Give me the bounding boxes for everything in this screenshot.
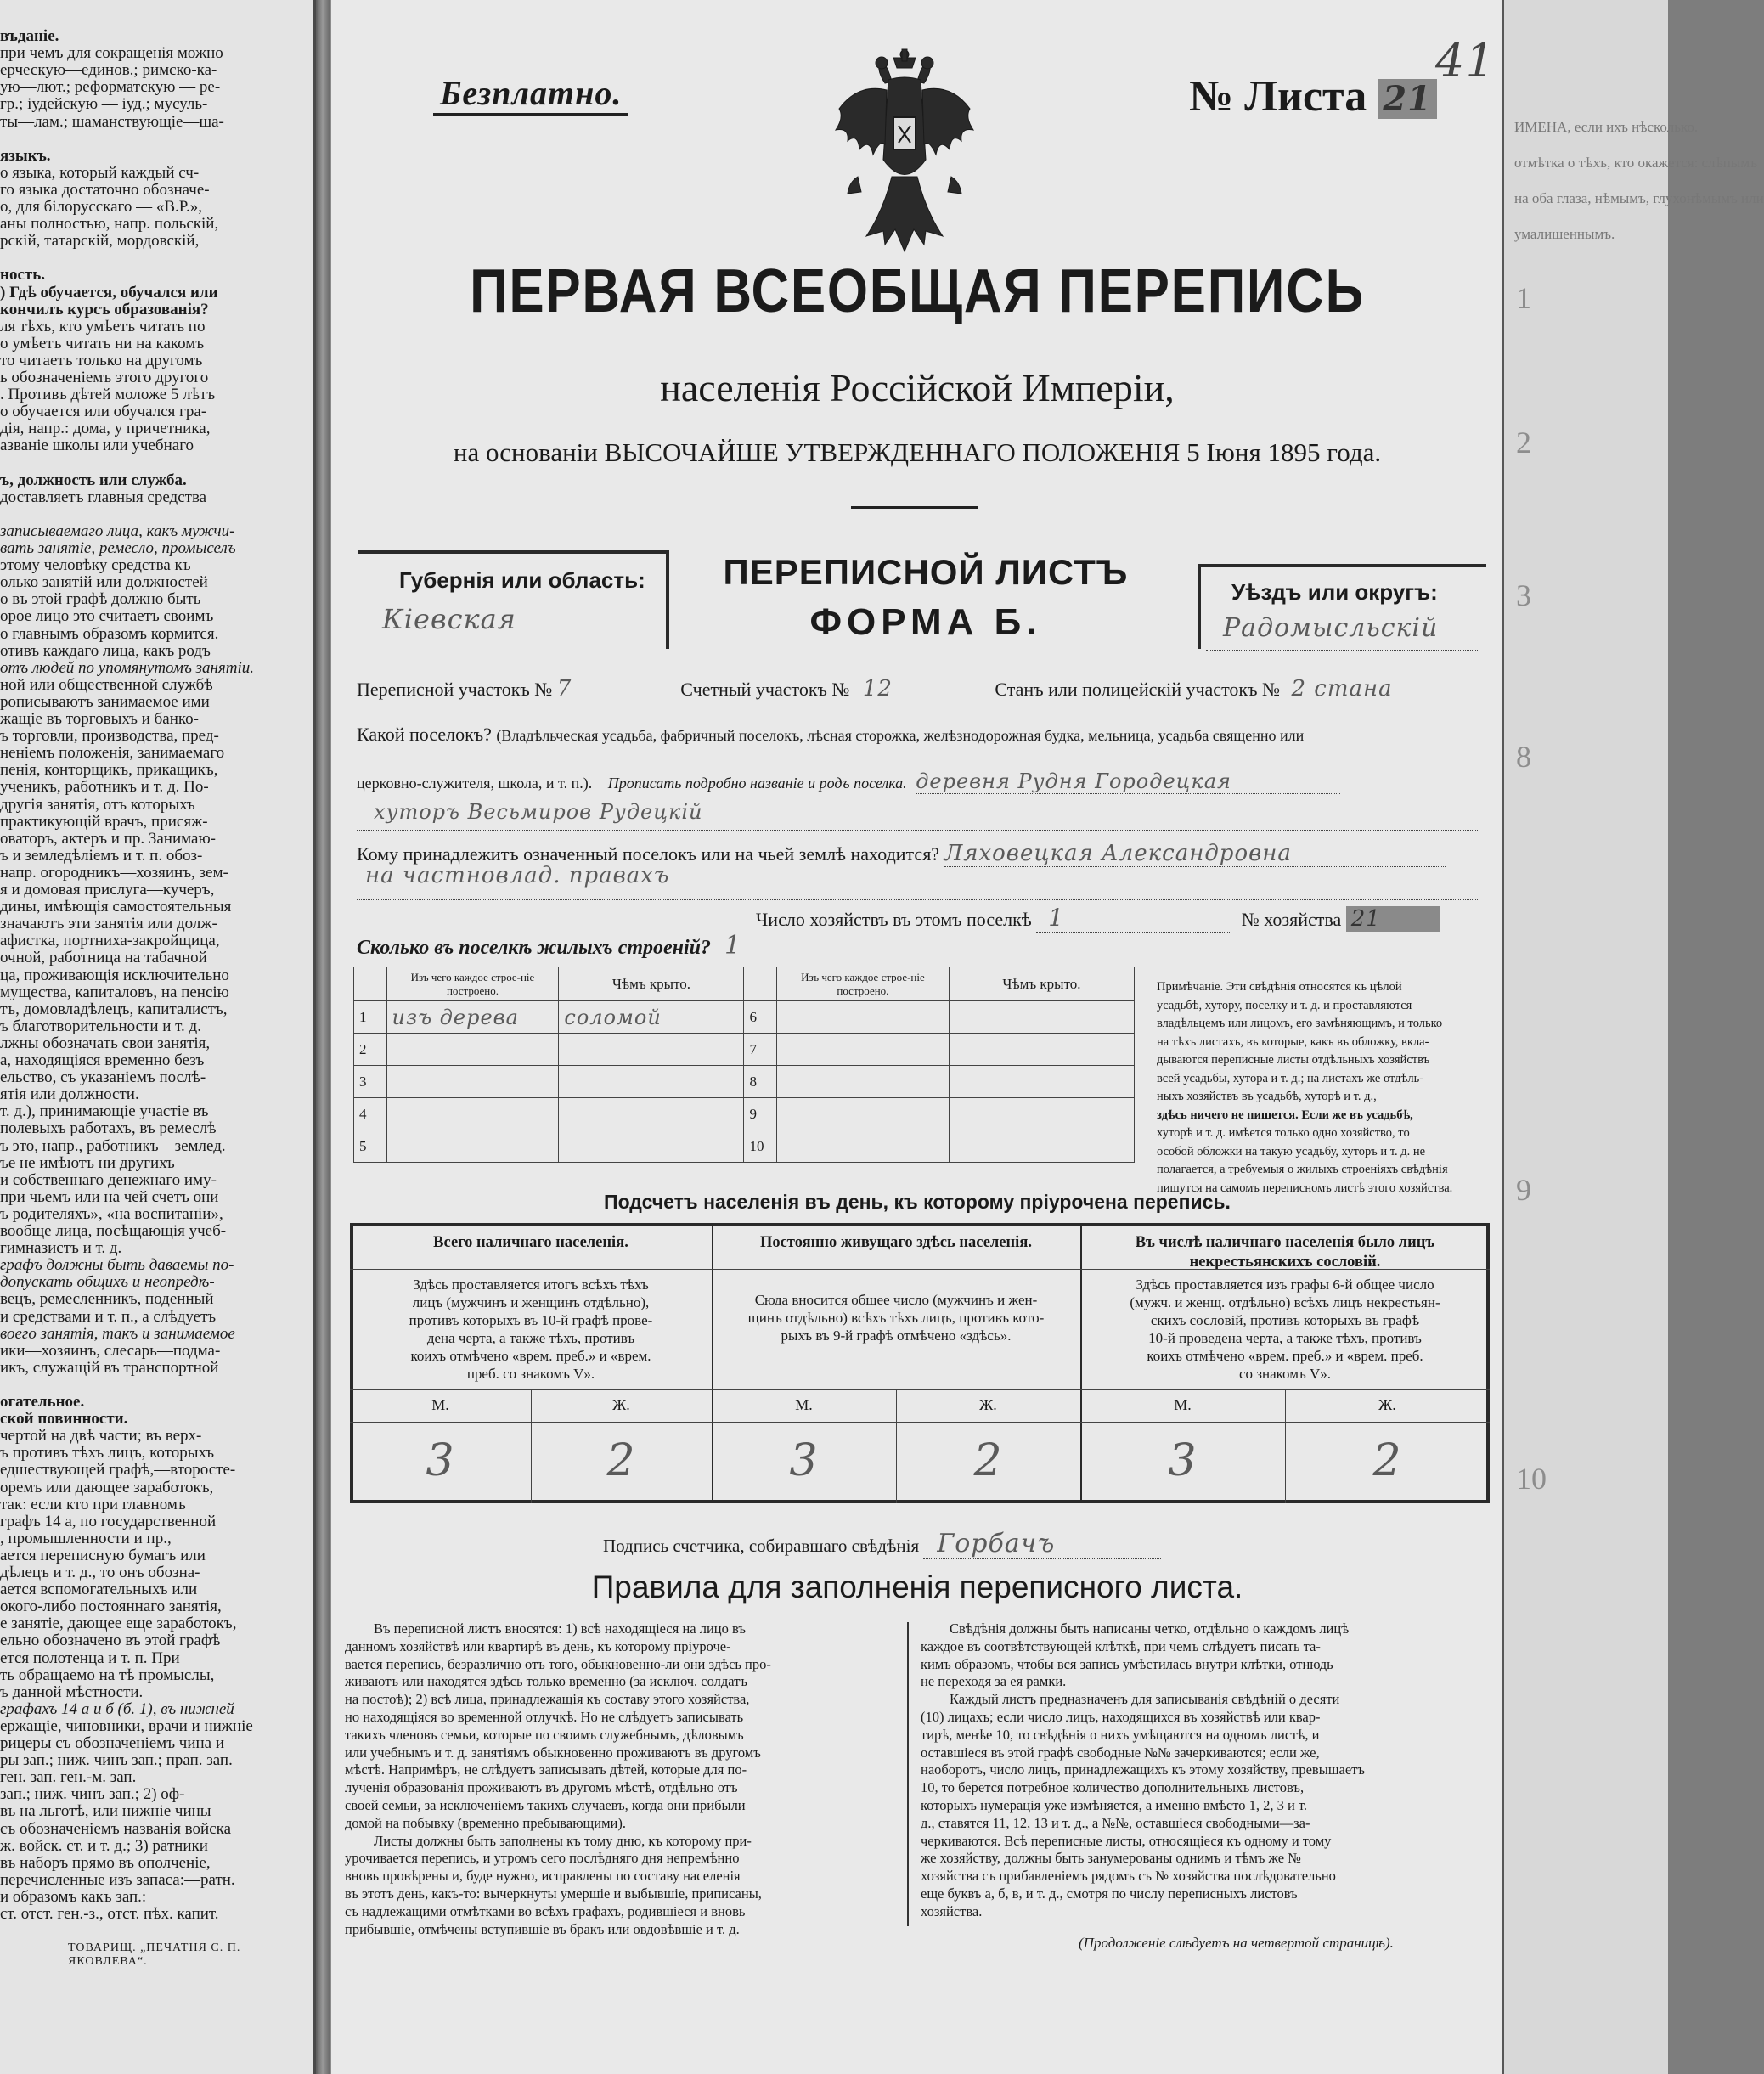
left-page-line: полевыхъ работахъ, въ ремеслѣ (0, 1119, 217, 1138)
building-number: 8 (744, 1066, 777, 1098)
count-desc-line: щинъ отдѣльно) всѣхъ тѣхъ лицъ, противъ кото- (747, 1310, 1045, 1326)
left-page-line: ую—лют.; реформатскую — ре- (0, 78, 221, 97)
building-roof: соломой (559, 1001, 744, 1034)
left-page-line: чертой на двѣ части; въ верх- (0, 1427, 202, 1446)
female-label: Ж. (1378, 1396, 1396, 1413)
note-line: дываются переписные листы отдѣльныхъ хозяйствъ (1157, 1053, 1430, 1067)
rules-line: черкиваются. Всѣ переписные листы, относящіеся къ одному и тому (921, 1832, 1332, 1849)
owner-label: Кому принадлежитъ означенный поселокъ или на чьей землѣ находится? (357, 843, 940, 865)
census-subtitle: населенія Россійской Имперіи, (660, 366, 1175, 409)
left-page-line: ской повинности. (0, 1410, 128, 1429)
left-page-line: ъ торговли, производства, пред- (0, 727, 219, 746)
left-page-line: графъ 14 а, по государственной (0, 1512, 217, 1530)
rules-line: хозяйства. (921, 1902, 983, 1919)
count-section-title: Подсчетъ населенія въ день, къ которому пріурочена перепись. (604, 1191, 1231, 1213)
poselok-value: деревня Рудня Городецкая (916, 769, 1340, 794)
count-col-head-line (350, 1269, 712, 1270)
poselok-hint-2: церковно-служителя, школа, и т. п.). (357, 775, 593, 792)
rules-line: живаютъ или находятся здѣсь только временно (за исключ. солдатъ (345, 1673, 747, 1690)
left-page-line: ельство, съ указаніемъ послѣ- (0, 1068, 206, 1087)
poselok-hint: (Владѣльческая усадьба, фабричный поселокъ, лѣсная сторожка, желѣзнодорожная будка, мельница, усадьба священно или (496, 727, 1305, 744)
left-page-line: графъ должны быть даваемы по- (0, 1256, 234, 1275)
perepisnoy-uchastok-value: 7 (557, 676, 676, 702)
left-page-line: ной или общественной службѣ (0, 675, 213, 694)
owner-value-2: на частновлад. правахъ (357, 863, 1478, 900)
rules-line: наоборотъ, число лицъ, принадлежащихъ къ этому хозяйству, превышаетъ (921, 1761, 1365, 1778)
right-page-line: отмѣтка о тѣхъ, кто окажется: слѣпымъ (1514, 155, 1757, 171)
buildings-row (357, 931, 775, 961)
left-page-line: зап.; ниж. чинъ зап.; 2) оф- (0, 1785, 185, 1804)
buildings-table-header (354, 967, 1135, 1001)
count-desc-line: лицъ (мужчинъ и женщинъ отдѣльно), (412, 1294, 650, 1310)
left-page-line: т. д.), принимающіе участіе въ (0, 1102, 209, 1121)
built-col-header: Изъ чего каждое строе-ніе построено. (386, 967, 559, 1001)
left-page-line: аны полностью, напр. польскій, (0, 215, 219, 234)
left-page-line: перечисленные изъ запаса:—ратн. (0, 1870, 235, 1889)
households-row (756, 904, 1440, 933)
left-page-line: ученикъ, работникъ и т. д. По- (0, 778, 209, 797)
left-page-line: допускать общихъ и неопредѣ- (0, 1273, 215, 1292)
note-line: здѣсь ничего не пишется. Если же въ усадьбѣ, (1157, 1107, 1413, 1122)
rules-line: въ этотъ день, какъ-то: вычеркнуты умершіе и выбывшіе, приписаны, (345, 1885, 762, 1902)
uchastok-row (357, 676, 1412, 702)
left-page-line: о умѣетъ читать ни на какомъ (0, 334, 205, 352)
signature-row (603, 1529, 1161, 1559)
rules-line: своей семьи, за исключеніемъ такихъ случаевъ, когда они прибыли (345, 1796, 746, 1813)
guberniya-label: Губернія или область: (399, 567, 645, 593)
buildings-table-row (354, 1001, 1135, 1034)
building-material (386, 1066, 559, 1098)
left-page-line: напр. огородникъ—хозяинъ, зем- (0, 863, 228, 882)
left-page-line: орое лицо это считаетъ своимъ (0, 607, 214, 626)
count-desc-line: скихъ сословій, противъ которыхъ въ графѣ (1150, 1312, 1420, 1328)
uezd-value: Радомысльскій (1206, 613, 1478, 651)
poselok-value-2: хуторъ Весьмиров Рудецкій (357, 800, 1478, 831)
sheet-number (1189, 71, 1437, 121)
left-page-line: го языка достаточно обозначе- (0, 180, 210, 199)
left-page-line: о въ этой графѣ должно быть (0, 590, 201, 609)
buildings-table-row (354, 1066, 1135, 1098)
left-page-line: е занятіе, дающее еще заработокъ, (0, 1615, 237, 1633)
rules-line: или учебнымъ и т. д. занятіямъ обыкновенно проживаютъ въ другомъ (345, 1744, 761, 1761)
left-page-line: ть обращаемо на тѣ промыслы, (0, 1665, 215, 1684)
building-number: 2 (354, 1034, 387, 1066)
count-col-desc (1087, 1276, 1483, 1383)
note-line: пишутся на самомъ переписномъ листѣ этого хозяйства. (1157, 1181, 1453, 1195)
rules-line: на постоѣ); 2) всѣ лица, принадлежащія къ составу этого хозяйства, (345, 1691, 750, 1708)
rules-line: еще буквъ а, б, в, и т. д., смотря по числу переписныхъ листовъ (921, 1885, 1298, 1902)
left-page-line: отивъ каждаго лица, какъ родъ (0, 641, 211, 660)
left-page-line: ается вспомогательныхъ или (0, 1581, 198, 1599)
household-no-label: № хозяйства (1241, 909, 1342, 930)
left-page-line: и образомъ какъ зап.: (0, 1887, 147, 1906)
note-line: Примѣчаніе. Эти свѣдѣнія относятся къ цѣлой (1157, 980, 1402, 994)
left-page-line: съ обозначеніемъ названія войска (0, 1819, 232, 1838)
left-page-line: азваніе школы или учебнаго (0, 437, 194, 455)
note-line: полагается, а требуемыя о жилыхъ строеніяхъ свѣдѣнія (1157, 1163, 1448, 1176)
count-desc-line: преб. со знакомъ V». (466, 1366, 595, 1382)
left-page-line: очной, работница на табачной (0, 949, 207, 967)
rules-line: съ надлежащими отмѣтками во всѣхъ графахъ, родившіеся и вновь (345, 1902, 746, 1919)
left-page-line: кончилъ курсъ образованія? (0, 300, 209, 318)
rules-line: домой на побывку (временно пребывающими). (345, 1814, 626, 1831)
female-label: Ж. (979, 1396, 997, 1413)
count-col-head: Въ числѣ наличнаго населенія было лицъ некрестьянскихъ сословій. (1135, 1234, 1435, 1271)
left-page-line: доставляетъ главныя средства (0, 488, 207, 506)
left-page-line: и собственнаго денежнаго иму- (0, 1170, 217, 1189)
note-line: особой обложки на такую усадьбу, хуторъ и т. д. не (1157, 1144, 1426, 1158)
poselok-label: Какой поселокъ? (357, 724, 492, 745)
left-page-line: ъ и земледѣліемъ и т. п. обоз- (0, 846, 203, 865)
right-page-line: на оба глаза, нѣмымъ, глухонѣмымъ или (1514, 190, 1764, 206)
count-desc-line: Здѣсь проставляется изъ графы 6-й общее число (1136, 1277, 1434, 1293)
census-sheet (330, 0, 1502, 2074)
right-page-number: 8 (1516, 740, 1531, 774)
female-label: Ж. (612, 1396, 630, 1413)
left-page-line: лжны обозначать свои занятія, (0, 1034, 211, 1052)
building-number: 6 (744, 1001, 777, 1034)
left-page-line: вообще лица, посѣщающія учеб- (0, 1222, 227, 1240)
left-page-line: пенія, конторщикъ, прикащикъ, (0, 761, 218, 780)
left-page-line: так: если кто при главномъ (0, 1495, 186, 1513)
left-page-line: въданіе. (0, 27, 59, 45)
left-page-line: едшествующей графѣ,—второсте- (0, 1461, 236, 1479)
rules-line: но находящіяся во временной отлучкѣ. Но не слѣдуетъ записывать (345, 1708, 744, 1725)
buildings-table (353, 967, 1135, 1163)
count-col-head: Постоянно живущаго здѣсь населенія. (760, 1234, 1032, 1251)
buildings-table-row (354, 1098, 1135, 1130)
rules-line: каждое въ соотвѣтствующей клѣткѣ, при чемъ слѣдуетъ писать та- (921, 1637, 1321, 1654)
building-material (777, 1034, 950, 1066)
count-col-desc (357, 1276, 705, 1383)
rules-line: же хозяйству, должны быть занумерованы однимъ и тѣмъ же № (921, 1850, 1301, 1867)
building-number: 7 (744, 1034, 777, 1066)
left-page-line: ца, проживающія исключительно (0, 966, 229, 984)
note-line: хуторѣ и т. д. имѣется только одно хозяйство, то (1157, 1126, 1410, 1140)
rules-divider (907, 1622, 909, 1926)
count-desc-line: рыхъ въ 9-й графѣ отмѣчено «здѣсь». (781, 1327, 1012, 1344)
left-page-line: при чемъ для сокращенія можно (0, 44, 223, 63)
building-number: 3 (354, 1066, 387, 1098)
left-neighbour-page (0, 0, 316, 2074)
building-number: 1 (354, 1001, 387, 1034)
left-page-line: гимназистъ и т. д. (0, 1239, 122, 1258)
building-roof (559, 1034, 744, 1066)
left-page-line: о языка, который каждый сч- (0, 163, 200, 182)
rules-title: Правила для заполненія переписного листа. (591, 1570, 1243, 1604)
left-page-line: ятія или должности. (0, 1085, 139, 1104)
count-desc-line: (мужч. и женщ. отдѣльно) всѣхъ лицъ некрестьян- (1130, 1294, 1440, 1310)
building-number: 10 (744, 1130, 777, 1163)
left-page-line: гр.; іудейскую — іуд.; мусуль- (0, 95, 208, 114)
rules-line: 10, то берется потребное количество дополнительныхъ листовъ, (921, 1779, 1305, 1796)
rules-line: тирѣ, менѣе 10, то свѣдѣнія о нихъ умѣщаются на одномъ листѣ, и (921, 1726, 1320, 1743)
building-number: 9 (744, 1098, 777, 1130)
building-roof (559, 1066, 744, 1098)
sheet-number-label: № Листа (1189, 72, 1367, 121)
count-desc-line: Сюда вносится общее число (мужчинъ и жен- (754, 1292, 1038, 1308)
printer-imprint: ТОВАРИЩ. „ПЕЧАТНЯ С. П. ЯКОВЛЕВА“. (68, 1942, 241, 1968)
left-page-line: въ на льготѣ, или нижніе чины (0, 1802, 211, 1821)
census-title: ПЕРВАЯ ВСЕОБЩАЯ ПЕРЕПИСЬ (470, 257, 1365, 325)
left-page-line: ры зап.; ниж. чинъ зап.; прап. зап. (0, 1751, 233, 1770)
count-desc-line: 10-й проведена черта, а также тѣхъ, противъ (1148, 1330, 1422, 1346)
building-material (386, 1098, 559, 1130)
left-page-line: вецъ, ремесленникъ, поденный (0, 1290, 214, 1309)
note-line: всей усадьбы, хутора и т. д.; на листахъ же отдѣль- (1157, 1071, 1424, 1085)
left-page-line: ъ благотворительности и т. д. (0, 1017, 201, 1035)
left-page-line: окого-либо постояннаго занятія, (0, 1598, 222, 1616)
right-page-number: 2 (1516, 426, 1531, 459)
signature-value: Горбачъ (923, 1529, 1161, 1559)
buildings-table-row (354, 1130, 1135, 1163)
perepisnoy-uchastok-label: Переписной участокъ № (357, 679, 553, 700)
count-desc-line: коихъ отмѣчено «врем. преб.» и «врем. (410, 1348, 651, 1364)
left-page-line: отъ людей по упомянутомъ занятіи. (0, 658, 254, 677)
guberniya-value: Кіевская (365, 603, 654, 640)
left-page-line: жащіе въ торговыхъ и банко- (0, 710, 199, 728)
households-label: Число хозяйствъ въ этомъ поселкѣ (756, 909, 1032, 930)
free-label: Безплатно. (433, 73, 628, 116)
left-page-line: ст. отст. ген.-з., отст. пѣх. капит. (0, 1905, 219, 1923)
building-roof (949, 1034, 1134, 1066)
rules-left-column (345, 1620, 905, 1938)
buildings-table-row (354, 1034, 1135, 1066)
buildings-note (1157, 978, 1488, 1198)
left-page-line: практикующій врачъ, присяж- (0, 812, 208, 831)
rules-line: оставшіеся въ этой графѣ свободные №№ зачеркиваются; если же, (921, 1744, 1320, 1761)
female-count: 2 (1372, 1435, 1402, 1486)
female-count: 2 (606, 1435, 636, 1486)
left-page-line: ) Гдѣ обучается, обучался или (0, 283, 218, 302)
rules-line: вновь провѣрены и, буде нужно, исправлены по составу населенія (345, 1868, 741, 1885)
schetny-uchastok-value: 12 (854, 676, 990, 702)
left-page-line: языкъ. (0, 146, 51, 165)
left-page-line: ность. (0, 266, 46, 285)
building-material (386, 1034, 559, 1066)
roof-col-header-2: Чѣмъ крыто. (949, 967, 1134, 1001)
left-page-line: ъ противъ тѣхъ лицъ, которыхъ (0, 1444, 215, 1463)
right-neighbour-page (1502, 0, 1764, 2074)
count-col-head-line (1080, 1269, 1490, 1270)
form-title: ПЕРЕПИСНОЙ ЛИСТЪ (723, 552, 1129, 592)
left-page-line: , промышленности и пр., (0, 1529, 172, 1547)
left-page-line: записываемаго лица, какъ мужчи- (0, 521, 235, 540)
rules-line: Листы должны быть заполнены къ тому дню, къ которому при- (374, 1832, 752, 1849)
roof-col-header: Чѣмъ крыто. (559, 967, 744, 1001)
count-desc-line: коихъ отмѣчено «врем. преб.» и «врем. преб. (1147, 1348, 1423, 1364)
left-page-line: ты—лам.; шаманствующіе—ша- (0, 112, 224, 131)
sheet-number-value: 21 (1378, 79, 1437, 119)
building-material (777, 1130, 950, 1163)
archive-page-number: 41 (1435, 34, 1496, 87)
left-page-line: мущества, капиталовъ, на пенсію (0, 983, 229, 1001)
note-line: ныхъ хозяйствъ въ усадьбѣ, хуторѣ и т. д., (1157, 1090, 1377, 1103)
left-page-line: ики—хозяинъ, слесарь—подма- (0, 1341, 221, 1360)
count-desc-line: Здѣсь проставляется итогъ всѣхъ тѣхъ (413, 1277, 649, 1293)
left-page-line: я и домовая прислуга—кучеръ, (0, 881, 215, 899)
left-page-line: о главнымъ образомъ кормится. (0, 624, 219, 643)
rules-line: которыхъ нумерація уже измѣняется, а именно вмѣсто 1, 2, 3 и т. (921, 1796, 1307, 1813)
left-page-line: рицеры съ обозначеніемъ чина и (0, 1734, 225, 1752)
stan-value: 2 стана (1284, 676, 1412, 702)
left-page-line: оремъ или дающее заработокъ, (0, 1478, 214, 1496)
left-page-line: воего занятія, такъ и занимаемое (0, 1324, 235, 1343)
left-page-line: рскій, татарскій, мордовскій, (0, 232, 200, 251)
right-page-number: 9 (1516, 1173, 1531, 1207)
count-col-desc (719, 1291, 1074, 1344)
rules-right-column (921, 1620, 1491, 1921)
left-page-line: дѣлецъ и т. д., то онъ обозна- (0, 1564, 200, 1581)
female-count: 2 (973, 1435, 1003, 1486)
rules-line: данномъ хозяйствѣ или квартирѣ въ день, къ которому пріуроче- (345, 1637, 731, 1654)
building-number: 4 (354, 1098, 387, 1130)
household-no-value: 21 (1346, 906, 1440, 932)
rules-line: мѣстѣ. Напримѣръ, не слѣдуетъ записывать дѣтей, которые для по- (345, 1761, 747, 1778)
poselok-row (357, 724, 1304, 746)
count-col-head: Всего наличнаго населенія. (433, 1234, 628, 1251)
schetny-uchastok-label: Счетный участокъ № (680, 679, 850, 700)
male-label: М. (795, 1396, 813, 1413)
note-line: усадьбѣ, хутору, поселку и т. д. и проставляются (1157, 998, 1412, 1012)
building-material (386, 1130, 559, 1163)
note-line: на тѣхъ листахъ, въ которые, какъ въ обложку, вкла- (1157, 1034, 1429, 1049)
building-material (777, 1066, 950, 1098)
left-page-line: то читаетъ только на другомъ (0, 351, 203, 369)
count-desc-line: дена черта, а также тѣхъ, противъ (426, 1330, 635, 1346)
rules-line: Свѣдѣнія должны быть написаны четко, отдѣльно о каждомъ лицѣ (950, 1620, 1350, 1637)
rules-line: прибывшіе, отмѣчены вступившіе въ бракъ или овдовѣвшіе и т. д. (345, 1920, 740, 1937)
left-page-line: ь обозначеніемъ этого другого (0, 369, 209, 386)
left-page-line: а, находящіяся временно безъ (0, 1051, 205, 1069)
count-desc-line: со знакомъ V». (1238, 1366, 1332, 1382)
left-page-line: ъ, должность или служба. (0, 471, 187, 489)
left-page-line: ъе не имѣютъ ни другихъ (0, 1153, 175, 1172)
left-page-line: . Противъ дѣтей моложе 5 лѣтъ (0, 386, 216, 404)
rules-line: Каждый листъ предназначенъ для записыванія свѣдѣній о десяти (950, 1691, 1340, 1708)
building-roof (949, 1066, 1134, 1098)
left-page-line: ельно обозначено въ этой графѣ (0, 1632, 221, 1650)
left-page-line: и средствами и т. п., а слѣдуетъ (0, 1307, 217, 1326)
right-page-number: 10 (1516, 1462, 1547, 1496)
left-page-line: ъ родителяхъ», «на воспитаніи», (0, 1204, 223, 1223)
left-page-line: ъ данной мѣстности. (0, 1682, 144, 1701)
uezd-label: Уѣздъ или округъ: (1231, 579, 1438, 605)
right-page-line: ИМЕНА, если ихъ нѣсколько. (1514, 119, 1699, 135)
left-page-line: неніемъ положенія, занимаемаго (0, 744, 225, 763)
poselok-row-2 (357, 769, 1340, 794)
stan-label: Станъ или полицейскій участокъ № (995, 679, 1280, 700)
male-count: 3 (1168, 1435, 1198, 1486)
households-value: 1 (1036, 904, 1231, 933)
left-page-line: вать занятіе, ремесло, промыселъ (0, 539, 236, 557)
left-page-line: другія занятія, отъ которыхъ (0, 795, 195, 814)
count-desc-line: противъ которыхъ въ 10-й графѣ прове- (409, 1312, 653, 1328)
left-page-line: ъ это, напр., работникъ—землед. (0, 1136, 226, 1155)
left-page-line: тъ, домовладѣлецъ, капиталистъ, (0, 1000, 228, 1018)
left-page-line: дія, напр.: дома, у причетника, (0, 420, 211, 438)
title-divider (851, 506, 978, 509)
left-page-line: этому человѣку средства къ (0, 556, 191, 575)
rules-line: кимъ образомъ, чтобы вся запись умѣстилась внутри клѣтки, отнюдь (921, 1655, 1333, 1672)
building-material: изъ дерева (386, 1001, 559, 1034)
right-page-line: умалишеннымъ. (1514, 226, 1615, 242)
male-count: 3 (789, 1435, 819, 1486)
left-page-line: рописываютъ занимаемое ими (0, 692, 210, 711)
owner-value: Ляховецкая Александровна (944, 841, 1446, 867)
left-page-line: огательное. (0, 1393, 85, 1411)
left-page-line: ж. войск. ст. и т. д.; 3) ратники (0, 1836, 208, 1855)
building-roof (559, 1098, 744, 1130)
building-roof (949, 1130, 1134, 1163)
left-page-line: дины, имѣющія самостоятельныя (0, 898, 232, 916)
buildings-label: Сколько въ поселкѣ жилыхъ строеній? (357, 937, 711, 959)
left-page-line: ерческую—единов.; римско-ка- (0, 61, 217, 80)
rules-line: не переходя за ея рамки. (921, 1673, 1067, 1690)
building-roof (949, 1098, 1134, 1130)
left-page-line: олько занятій или должностей (0, 573, 208, 592)
left-page-line: афистка, портниха-закройщица, (0, 932, 220, 950)
rules-line: (10) лицахъ; если число лицъ, находящихся въ хозяйствѣ или квар- (921, 1708, 1321, 1725)
rules-line: д., ставятся 11, 12, 13 и т. д., а №№, оставшіеся свободными—за- (921, 1814, 1310, 1831)
rules-line: хозяйства съ прибавленіемъ рядомъ съ № хозяйства послѣдовательно (921, 1868, 1336, 1885)
census-basis: на основаніи ВЫСОЧАЙШЕ УТВЕРЖДЕННАГО ПОЛОЖЕНІЯ 5 Іюня 1895 года. (453, 437, 1382, 467)
rules-line: Въ переписной листъ вносятся: 1) всѣ находящіеся на лицо въ (374, 1620, 746, 1637)
left-page-line: ется полотенца и т. п. При (0, 1648, 180, 1667)
building-material (777, 1001, 950, 1034)
male-count: 3 (426, 1435, 455, 1486)
count-col-head-line (712, 1269, 1080, 1270)
rules-line: урочивается перепись, и утромъ сего послѣдняго дня непремѣнно (345, 1850, 740, 1867)
right-page-number: 1 (1516, 281, 1531, 315)
left-page-line: о обучается или обучался гра- (0, 403, 207, 421)
rules-line: такихъ членовъ семьи, которые по своимъ служебнымъ, дѣловымъ (345, 1726, 744, 1743)
left-page-line: при чьемъ или на чей счетъ они (0, 1187, 219, 1206)
building-number: 5 (354, 1130, 387, 1163)
left-page-line: ген. зап. ген.-м. зап. (0, 1768, 137, 1787)
double-headed-eagle-icon (832, 49, 977, 253)
rules-line: лученія образованія проживаютъ въ другомъ мѣстѣ, отдѣльно отъ (345, 1779, 738, 1796)
left-page-line: о, для білорусскаго — «В.Р.», (0, 198, 202, 216)
left-page-line: значаютъ эти занятія или долж- (0, 915, 217, 933)
buildings-value: 1 (716, 931, 775, 961)
rules-line: вается перепись, безразлично отъ того, обыкновенно-ли они здѣсь про- (345, 1655, 771, 1672)
rules-continued: (Продолженіе слѣдуетъ на четвертой страницѣ). (1079, 1935, 1394, 1951)
book-binding (316, 0, 330, 2074)
left-page-line: икъ, служащій въ транспортной (0, 1358, 219, 1377)
left-page-line: въ наборъ прямо въ ополченіе, (0, 1853, 211, 1872)
signature-label: Подпись счетчика, собиравшаго свѣдѣнія (603, 1536, 920, 1556)
built-col-header-2: Изъ чего каждое строе-ніе построено. (777, 967, 950, 1001)
building-material (777, 1098, 950, 1130)
left-page-line: оваторъ, актеръ и пр. Занимаю- (0, 829, 216, 848)
male-label: М. (1174, 1396, 1192, 1413)
poselok-hint-3: Прописать подробно названіе и родъ поселка. (607, 775, 907, 792)
note-line: владѣльцемъ или лицомъ, его замѣняющимъ, и только (1157, 1017, 1443, 1030)
left-page-line: ля тѣхъ, кто умѣетъ читать по (0, 317, 206, 335)
left-page-line: ержащіе, чиновники, врачи и нижніе (0, 1716, 253, 1735)
left-page-line: ается переписную бумагъ или (0, 1546, 206, 1564)
building-roof (559, 1130, 744, 1163)
left-page-line: графахъ 14 а и б (б. 1), въ нижней (0, 1699, 234, 1718)
male-label: М. (431, 1396, 449, 1413)
form-subtitle: ФОРМА Б. (809, 601, 1042, 643)
building-roof (949, 1001, 1134, 1034)
right-page-number: 3 (1516, 578, 1531, 612)
